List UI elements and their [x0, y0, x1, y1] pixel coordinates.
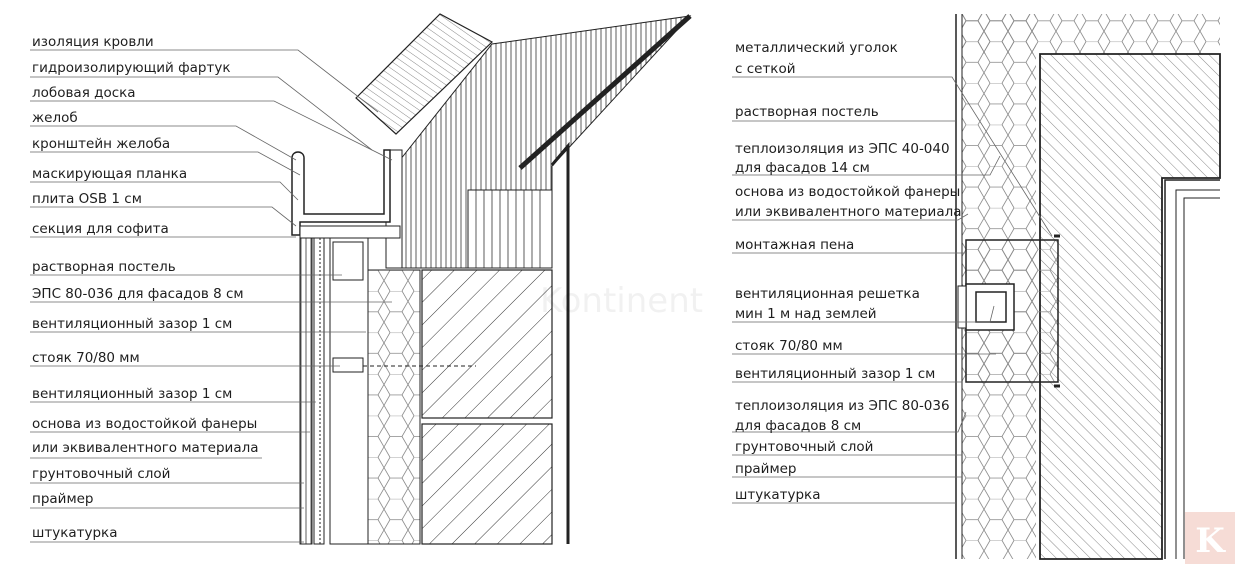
label-ground-coat: грунтовочный слой — [32, 466, 171, 482]
left-eaves-detail — [292, 14, 690, 544]
label-soffit-section: секция для софита — [32, 221, 169, 237]
label-stud-right: стояк 70/80 мм — [735, 338, 843, 354]
label-primer-right: праймер — [735, 461, 797, 477]
label-with-mesh: с сеткой — [735, 61, 796, 77]
left-labels — [32, 34, 259, 541]
label-stud: стояк 70/80 мм — [32, 350, 140, 366]
right-labels — [735, 40, 962, 503]
label-masking-strip: маскирующая планка — [32, 166, 188, 182]
label-plywood-equivalent: или эквивалентного материала — [32, 440, 259, 456]
label-primer: праймер — [32, 491, 94, 507]
label-gutter-bracket: кронштейн желоба — [32, 136, 171, 152]
label-mortar-bed-right: растворная постель — [735, 104, 879, 120]
label-plywood-equivalent-right: или эквивалентного материала — [735, 204, 962, 220]
label-roof-insulation: изоляция кровли — [32, 34, 154, 50]
label-vent-gap-1: вентиляционный зазор 1 см — [32, 316, 233, 332]
watermark: Kontinent — [540, 281, 704, 321]
label-ground-coat-right: грунтовочный слой — [735, 439, 874, 455]
label-vent-grille: вентиляционная решетка — [735, 286, 920, 302]
label-eps-80-036-right: теплоизоляция из ЭПС 80-036 — [735, 398, 950, 414]
label-plywood-base: основа из водостойкой фанеры — [32, 416, 258, 432]
label-osb-board: плита OSB 1 см — [32, 191, 142, 207]
label-gutter: желоб — [32, 110, 78, 126]
label-mounting-foam: монтажная пена — [735, 237, 855, 253]
label-eps-40-040: теплоизоляция из ЭПС 40-040 — [735, 141, 950, 157]
label-mortar-bed: растворная постель — [32, 259, 176, 275]
corner-logo — [1185, 512, 1235, 564]
label-plaster: штукатурка — [32, 525, 118, 541]
label-plywood-base-right: основа из водостойкой фанеры — [735, 184, 961, 200]
label-vent-gap-2: вентиляционный зазор 1 см — [32, 386, 233, 402]
label-vent-gap-right: вентиляционный зазор 1 см — [735, 366, 936, 382]
label-eps-80-036: ЭПС 80-036 для фасадов 8 см — [32, 286, 244, 302]
svg-text:K: K — [1195, 521, 1225, 561]
right-vent-detail — [956, 14, 1220, 559]
label-fascia-board: лобовая доска — [32, 85, 136, 101]
label-above-ground: мин 1 м над землей — [735, 306, 877, 322]
label-waterproof-apron: гидроизолирующий фартук — [32, 60, 231, 76]
label-facade-8cm: для фасадов 8 см — [735, 418, 862, 434]
label-facade-14cm: для фасадов 14 см — [735, 160, 870, 176]
label-plaster-right: штукатурка — [735, 487, 821, 503]
label-metal-corner: металлический уголок — [735, 40, 898, 56]
